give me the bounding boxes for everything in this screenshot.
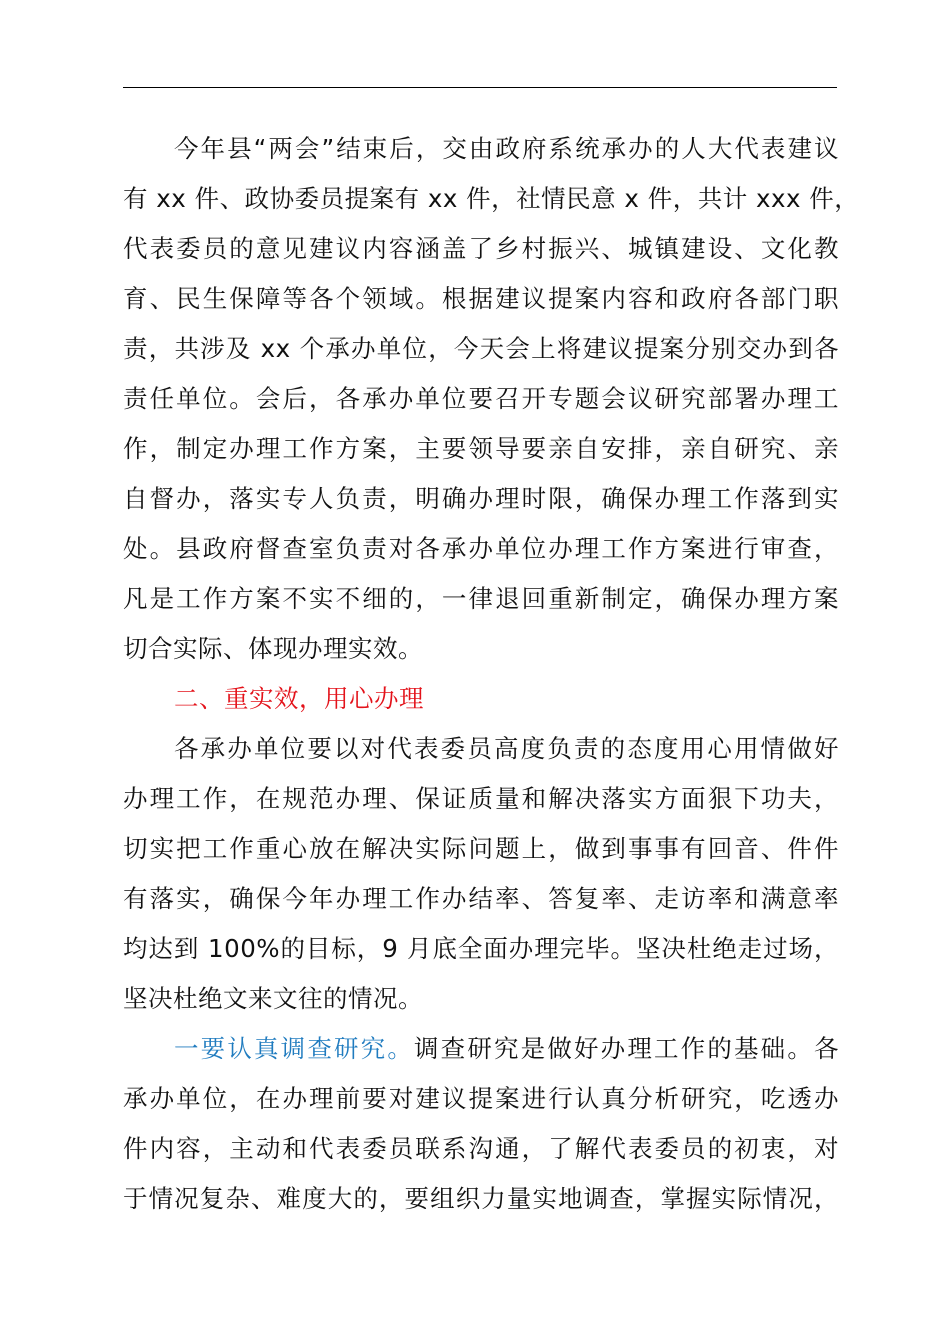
- text-line: 件内容，主动和代表委员联系沟通，了解代表委员的初衷，对: [123, 1134, 839, 1163]
- text-line: 育、民生保障等各个领域。根据建议提案内容和政府各部门职: [123, 284, 839, 313]
- text-line: 承办单位，在办理前要对建议提案进行认真分析研究，吃透办: [123, 1084, 839, 1113]
- text-line: 作，制定办理工作方案，主要领导要亲自安排，亲自研究、亲: [123, 434, 839, 463]
- text-line: 处。县政府督查室负责对各承办单位办理工作方案进行审查，: [123, 534, 839, 563]
- header-rule: [123, 87, 837, 88]
- paragraph-2: [123, 724, 839, 1024]
- text-line: 今年县“两会”结束后，交由政府系统承办的人大代表建议: [174, 134, 839, 163]
- section-heading: 二、重实效，用心办理: [174, 684, 424, 713]
- paragraph-1: [123, 124, 860, 674]
- text-line: 代表委员的意见建议内容涵盖了乡村振兴、城镇建设、文化教: [123, 234, 839, 263]
- text-line: 各承办单位要以对代表委员高度负责的态度用心用情做好: [174, 734, 839, 763]
- text-line: 凡是工作方案不实不细的，一律退回重新制定，确保办理方案: [123, 584, 839, 613]
- text-line: 切实把工作重心放在解决实际问题上，做到事事有回音、件件: [123, 834, 839, 863]
- text-span: 调查研究是做好办理工作的基础。各: [414, 1034, 839, 1063]
- text-line: 切合实际、体现办理实效。: [123, 634, 423, 663]
- text-line: 坚决杜绝文来文往的情况。: [123, 984, 423, 1013]
- text-line: 有 xx 件、政协委员提案有 xx 件，社情民意 x 件，共计 xxx 件，: [123, 184, 860, 213]
- text-line: 有落实，确保今年办理工作办结率、答复率、走访率和满意率: [123, 884, 839, 913]
- text-line: 自督办，落实专人负责，明确办理时限，确保办理工作落到实: [123, 484, 839, 513]
- text-line: 责任单位。会后，各承办单位要召开专题会议研究部署办理工: [123, 384, 839, 413]
- text-line-with-lead: [123, 1024, 839, 1074]
- text-line: 于情况复杂、难度大的，要组织力量实地调查，掌握实际情况，: [123, 1184, 839, 1213]
- paragraph-lead: 一要认真调查研究。: [174, 1034, 414, 1063]
- text-line: 责，共涉及 xx 个承办单位，今天会上将建议提案分别交办到各: [123, 334, 839, 363]
- document-body: [123, 124, 860, 1224]
- paragraph-3: [123, 1024, 839, 1224]
- text-line: 办理工作，在规范办理、保证质量和解决落实方面狠下功夫，: [123, 784, 839, 813]
- text-line: 均达到 100%的目标，9 月底全面办理完毕。坚决杜绝走过场，: [123, 934, 839, 963]
